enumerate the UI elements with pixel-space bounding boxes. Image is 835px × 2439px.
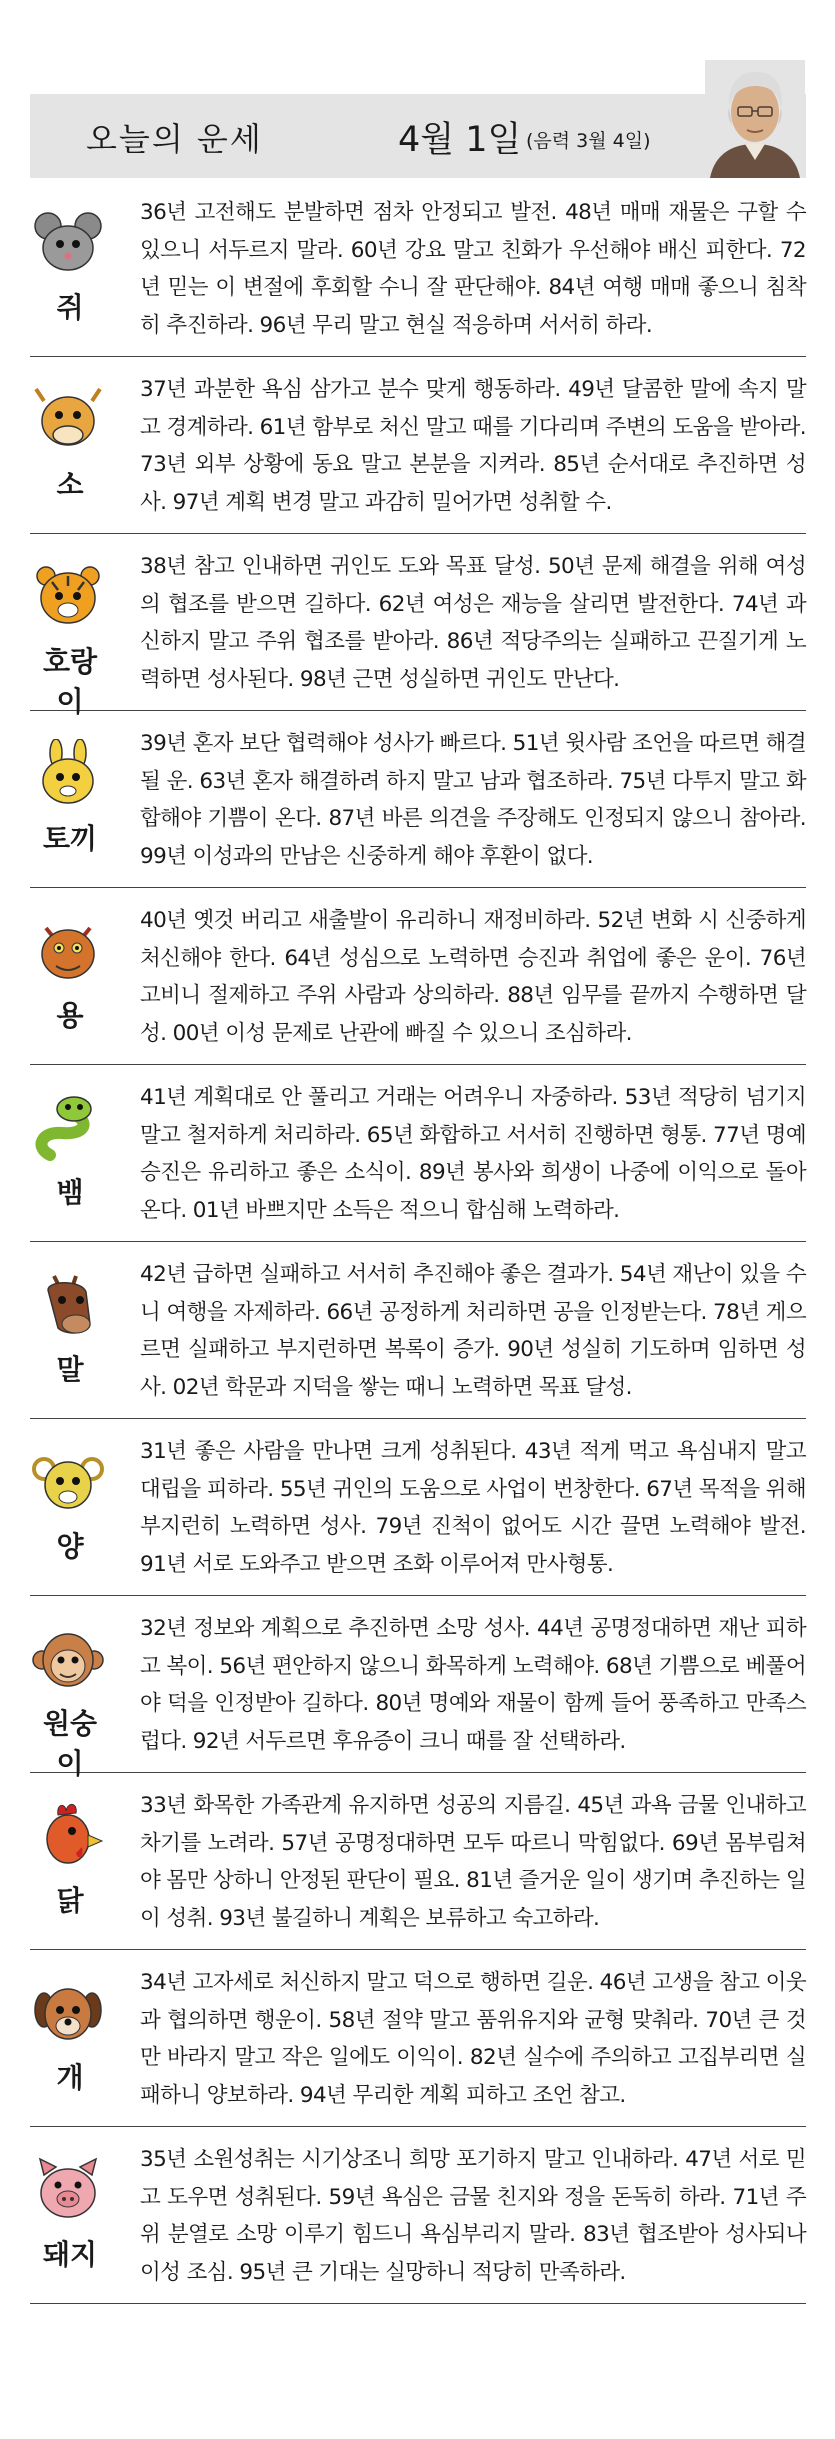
fortune-text: 41년 계획대로 안 풀리고 거래는 어려우니 자중하라. 53년 적당히 넘기지 말고 철저하게 처리하라. 65년 화합하고 서서히 진행하면 형통. 77년 명예 승진은 유리하고 좋은 소식이. 89년 봉사와 희생이 나중에 이익으로 돌아온다. 01년 바쁘지만 소득은 적으니 합심해 노력하라. <box>140 1085 806 1223</box>
author-portrait <box>705 60 805 178</box>
zodiac-name: 뱀 <box>56 1176 84 1209</box>
dragon-icon <box>32 916 104 984</box>
sheep-icon <box>32 1447 104 1515</box>
fortune-text: 33년 화목한 가족관계 유지하면 성공의 지름길. 45년 과욕 금물 인내하고 차기를 노려라. 57년 공명정대하면 모두 따르니 막힘없다. 69년 몸부림쳐야 몸만 상하니 안정된 판단이 필요. 81년 즐거운 일이 생기며 추진하는 일이 성취. 93년 불길하니 계획은 보류하고 숙고하라. <box>140 1793 806 1931</box>
lunar-date: (음력 3월 4일) <box>526 130 651 152</box>
header-bar <box>30 94 806 178</box>
fortune-text: 35년 소원성취는 시기상조니 희망 포기하지 말고 인내하라. 47년 서로 믿고 도우면 성취된다. 59년 욕심은 금물 친지와 정을 돈독히 하라. 71년 주위 분열로 소망 이루기 힘드니 욕심부리지 말라. 83년 협조받아 성사되나 이성 조심. 95년 큰 기대는 실망하니 적당히 만족하라. <box>140 2147 806 2285</box>
zodiac-name: 양 <box>56 1530 84 1563</box>
fortune-row <box>30 357 806 534</box>
fortune-text: 38년 참고 인내하면 귀인도 도와 목표 달성. 50년 문제 해결을 위해 여성의 협조를 받으면 길하다. 62년 여성은 재능을 살리면 발전한다. 74년 과신하지 말고 주위 협조를 받아라. 86년 적당주의는 실패하고 끈질기게 노력하면 성사된다. 98년 근면 성실하면 귀인도 만난다. <box>140 554 806 692</box>
fortune-text: 40년 옛것 버리고 새출발이 유리하니 재정비하라. 52년 변화 시 신중하게 처신해야 한다. 64년 성심으로 노력하면 승진과 취업에 좋은 운이. 76년 고비니 절제하고 주위 사람과 상의하라. 88년 임무를 끝까지 수행하면 달성. 00년 이성 문제로 난관에 빠질 수 있으니 조심하라. <box>140 908 806 1046</box>
fortune-list <box>30 180 806 2304</box>
fortune-text: 36년 고전해도 분발하면 점차 안정되고 발전. 48년 매매 재물은 구할 수 있으니 서두르지 말라. 60년 강요 말고 친화가 우선해야 배신 피한다. 72년 믿는 이 변절에 후회할 수니 잘 판단해야. 84년 여행 매매 좋으니 침착히 추진하라. 96년 무리 말고 현실 적응하며 서서히 하라. <box>140 200 806 338</box>
fortune-text: 37년 과분한 욕심 삼가고 분수 맞게 행동하라. 49년 달콤한 말에 속지 말고 경계하라. 61년 함부로 처신 말고 때를 기다리며 주변의 도움을 받아라. 73년 외부 상황에 동요 말고 본분을 지켜라. 85년 순서대로 추진하면 성사. 97년 계획 변경 말고 과감히 밀어가면 성취할 수. <box>140 377 806 515</box>
page-title: 오늘의 운세 <box>86 120 263 158</box>
fortune-row <box>30 1950 806 2127</box>
fortune-row <box>30 1773 806 1950</box>
fortune-row <box>30 711 806 888</box>
zodiac-name: 호랑이 <box>42 645 98 718</box>
dog-icon <box>32 1978 104 2046</box>
zodiac-name: 닭 <box>56 1884 84 1917</box>
fortune-row <box>30 888 806 1065</box>
fortune-row <box>30 1065 806 1242</box>
fortune-row <box>30 180 806 357</box>
rat-icon <box>32 208 104 276</box>
fortune-row <box>30 2127 806 2304</box>
zodiac-name: 토끼 <box>42 822 98 855</box>
fortune-row <box>30 1419 806 1596</box>
pig-icon <box>32 2155 104 2223</box>
tiger-icon <box>32 562 104 630</box>
zodiac-name: 소 <box>56 468 84 501</box>
monkey-icon <box>32 1624 104 1692</box>
zodiac-name: 말 <box>56 1353 84 1386</box>
fortune-text: 34년 고자세로 처신하지 말고 덕으로 행하면 길운. 46년 고생을 참고 이웃과 협의하면 행운이. 58년 절약 말고 품위유지와 균형 맞춰라. 70년 큰 것만 바라지 말고 작은 일에도 이익이. 82년 실수에 주의하고 고집부리면 실패하니 양보하라. 94년 무리한 계획 피하고 조언 참고. <box>140 1970 806 2108</box>
rabbit-icon <box>32 739 104 807</box>
solar-date: 4월 1일 <box>398 120 522 160</box>
rooster-icon <box>32 1801 104 1869</box>
zodiac-name: 용 <box>56 999 84 1032</box>
fortune-row <box>30 534 806 718</box>
fortune-text: 32년 정보와 계획으로 추진하면 소망 성사. 44년 공명정대하면 재난 피하고 복이. 56년 편안하지 않으니 화목하게 노력해야. 68년 기쁨으로 베풀어야 덕을 인정받아 길하다. 80년 명예와 재물이 함께 들어 풍족하고 만족스럽다. 92년 서두르면 후유증이 크니 때를 잘 선택하라. <box>140 1616 806 1754</box>
fortune-row <box>30 1596 806 1780</box>
zodiac-name: 원숭이 <box>42 1707 98 1780</box>
zodiac-name: 돼지 <box>42 2238 98 2271</box>
zodiac-name: 개 <box>56 2061 84 2094</box>
fortune-text: 31년 좋은 사람을 만나면 크게 성취된다. 43년 적게 먹고 욕심내지 말고 대립을 피하라. 55년 귀인의 도움으로 사업이 번창한다. 67년 목적을 위해 부지런히 노력하면 성사. 79년 진척이 없어도 시간 끌면 노력해야 발전. 91년 서로 도와주고 받으면 조화 이루어져 만사형통. <box>140 1439 806 1577</box>
fortune-row <box>30 1242 806 1419</box>
zodiac-name: 쥐 <box>56 291 84 324</box>
fortune-text: 39년 혼자 보단 협력해야 성사가 빠르다. 51년 윗사람 조언을 따르면 해결될 운. 63년 혼자 해결하려 하지 말고 남과 협조하라. 75년 다투지 말고 화합해야 기쁨이 온다. 87년 바른 의견을 주장해도 인정되지 않으니 참아라. 99년 이성과의 만남은 신중하게 해야 후환이 없다. <box>140 731 806 869</box>
fortune-text: 42년 급하면 실패하고 서서히 추진해야 좋은 결과가. 54년 재난이 있을 수니 여행을 자제하라. 66년 공정하게 처리하면 공을 인정받는다. 78년 게으르면 실패하고 부지런하면 복록이 증가. 90년 성실히 기도하며 임하면 성사. 02년 학문과 지덕을 쌓는 때니 노력하면 목표 달성. <box>140 1262 806 1400</box>
ox-icon <box>32 385 104 453</box>
horse-icon <box>32 1270 104 1338</box>
snake-icon <box>32 1093 104 1161</box>
